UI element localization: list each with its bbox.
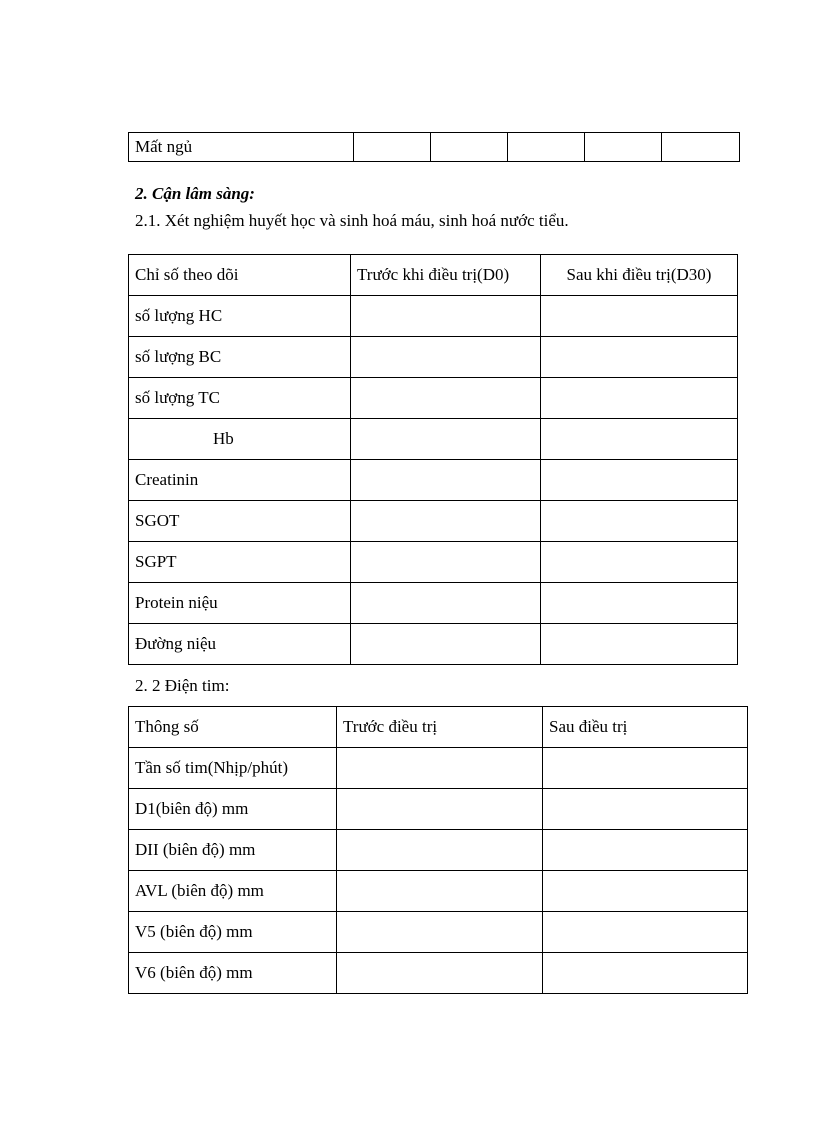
empty-cell xyxy=(337,830,543,871)
empty-cell xyxy=(337,912,543,953)
empty-cell xyxy=(354,133,431,162)
section-subheading: 2.1. Xét nghiệm huyết học và sinh hoá máu, sinh hoá nước tiểu. xyxy=(135,211,569,230)
symptom-table xyxy=(128,132,740,162)
table-row xyxy=(129,583,738,624)
table-row xyxy=(129,871,748,912)
empty-cell xyxy=(541,501,738,542)
table-row xyxy=(129,624,738,665)
empty-cell xyxy=(351,501,541,542)
table-row xyxy=(129,460,738,501)
empty-cell xyxy=(543,953,748,994)
table-row xyxy=(129,419,738,460)
table-row xyxy=(129,501,738,542)
empty-cell xyxy=(351,337,541,378)
row-label: số lượng TC xyxy=(129,378,351,419)
empty-cell xyxy=(541,337,738,378)
empty-cell xyxy=(541,542,738,583)
empty-cell xyxy=(351,378,541,419)
row-label: Mất ngủ xyxy=(129,133,354,162)
table-header-row xyxy=(129,707,748,748)
row-label: SGOT xyxy=(129,501,351,542)
section-heading: 2. Cận lâm sàng: xyxy=(135,184,255,203)
column-header: Sau điều trị xyxy=(543,707,748,748)
empty-cell xyxy=(337,953,543,994)
empty-cell xyxy=(351,419,541,460)
empty-cell xyxy=(541,624,738,665)
row-label: DII (biên độ) mm xyxy=(129,830,337,871)
row-label: V6 (biên độ) mm xyxy=(129,953,337,994)
table-header-row xyxy=(129,255,738,296)
empty-cell xyxy=(543,912,748,953)
empty-cell xyxy=(351,460,541,501)
column-header: Trước khi điều trị(D0) xyxy=(351,255,541,296)
table-row xyxy=(129,378,738,419)
empty-cell xyxy=(541,460,738,501)
empty-cell xyxy=(541,583,738,624)
row-label: Hb xyxy=(129,419,351,460)
empty-cell xyxy=(508,133,585,162)
table-row xyxy=(129,789,748,830)
row-label: Creatinin xyxy=(129,460,351,501)
row-label: Đường niệu xyxy=(129,624,351,665)
table-row xyxy=(129,133,740,162)
table-row xyxy=(129,542,738,583)
empty-cell xyxy=(351,542,541,583)
blood-test-table xyxy=(128,254,738,665)
row-label: V5 (biên độ) mm xyxy=(129,912,337,953)
empty-cell xyxy=(337,871,543,912)
empty-cell xyxy=(543,748,748,789)
empty-cell xyxy=(351,296,541,337)
empty-cell xyxy=(351,583,541,624)
table-row xyxy=(129,953,748,994)
row-label: SGPT xyxy=(129,542,351,583)
row-label: Protein niệu xyxy=(129,583,351,624)
empty-cell xyxy=(585,133,662,162)
ecg-table xyxy=(128,706,748,994)
column-header: Thông số xyxy=(129,707,337,748)
row-label: Tần số tim(Nhịp/phút) xyxy=(129,748,337,789)
table-row xyxy=(129,296,738,337)
row-label: AVL (biên độ) mm xyxy=(129,871,337,912)
table-row xyxy=(129,912,748,953)
table-row xyxy=(129,748,748,789)
ecg-subheading: 2. 2 Điện tim: xyxy=(135,676,230,695)
empty-cell xyxy=(541,378,738,419)
row-label: D1(biên độ) mm xyxy=(129,789,337,830)
empty-cell xyxy=(337,748,543,789)
row-label: số lượng HC xyxy=(129,296,351,337)
empty-cell xyxy=(543,830,748,871)
empty-cell xyxy=(431,133,508,162)
empty-cell xyxy=(543,871,748,912)
column-header: Sau khi điều trị(D30) xyxy=(541,255,738,296)
empty-cell xyxy=(543,789,748,830)
empty-cell xyxy=(337,789,543,830)
table-row xyxy=(129,830,748,871)
empty-cell xyxy=(541,296,738,337)
empty-cell xyxy=(541,419,738,460)
column-header: Trước điều trị xyxy=(337,707,543,748)
table-row xyxy=(129,337,738,378)
empty-cell xyxy=(662,133,740,162)
row-label: số lượng BC xyxy=(129,337,351,378)
empty-cell xyxy=(351,624,541,665)
column-header: Chỉ số theo dõi xyxy=(129,255,351,296)
